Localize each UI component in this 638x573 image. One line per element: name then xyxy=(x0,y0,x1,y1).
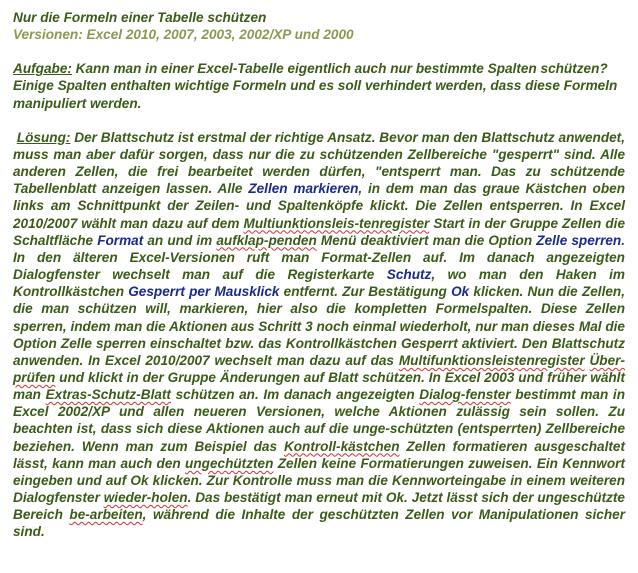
document xyxy=(13,9,625,541)
keyword-gesperrt: Gesperrt per Mausklick xyxy=(128,284,280,300)
keyword-schutz: Schutz xyxy=(386,267,432,283)
solution-paragraph xyxy=(13,129,625,541)
task-label: Aufgabe: xyxy=(13,61,72,77)
keyword-zellen-markieren: Zellen markieren xyxy=(248,181,359,197)
misspelled-word: Kontroll-kästchen xyxy=(283,438,400,454)
task-text: Kann man in einer Excel-Tabelle eigentlich auch nur bestimmte Spalten schützen? Einige Spalten enthalten wichtige Formeln und es soll verhindert werden, dass diese Formeln manipuliert werden. xyxy=(13,61,618,111)
keyword-ok: Ok xyxy=(451,284,470,300)
solution-text: schützen an. Im danach angezeigten xyxy=(170,387,420,403)
solution-text: Start in der Gruppe Zellen die Schaltfläche xyxy=(13,215,626,248)
solution-label: Lösung: xyxy=(16,129,71,145)
misspelled-word: Multifunktionsleistenregister xyxy=(398,352,585,368)
misspelled-word: Über-prüfen xyxy=(13,352,625,385)
versions-line: Versionen: Excel 2010, 2007, 2003, 2002/XP und 2000 xyxy=(13,27,354,43)
solution-text: bestimmt man in Excel 2002/XP und allen neueren Versionen, welche Aktionen zulässig sein sollen. Zu beachten ist, dass sich diese Aktionen auch auf die unge-schützten (entsperrten) Zellbereiche beziehen. Wenn man zum Beispiel das xyxy=(13,387,625,454)
misspelled-word: Multiunktionsleis-tenregister xyxy=(243,215,430,231)
misspelled-word: wieder-holen xyxy=(103,490,188,506)
solution-text: entfernt. Zur Bestätigung xyxy=(279,284,452,300)
solution-text: . In den älteren Excel-Versionen ruft man Format-Zellen auf. Im danach angezeigten Dialogfenster wechselt man auf die Registerkarte xyxy=(13,232,626,283)
keyword-format: Format xyxy=(97,232,144,248)
solution-text: , während die Inhalte der geschützten Zellen vor Manipulationen sicher sind. xyxy=(13,507,625,540)
misspelled-word: Dialog-fenster xyxy=(419,387,511,403)
task-paragraph xyxy=(13,60,625,111)
misspelled-word: aufklap-penden xyxy=(216,232,317,248)
solution-text: , in dem man das graue Kästchen oben links am Schnittpunkt der Zeilen- und Spaltenköpfe klickt. Die Zellen entsperren. In Excel 2010/2007 wählt man dazu auf dem xyxy=(13,181,625,231)
keyword-zelle-sperren: Zelle sperren xyxy=(536,232,622,248)
solution-text: an und im xyxy=(143,232,217,248)
solution-text: Menü deaktiviert man die Option xyxy=(316,232,537,248)
solution-text: Zellen keine Formatierungen zuweisen. Ein Kennwort eingeben und auf Ok klicken. Zur Kontrolle muss man die Kennworteingabe in einem weiteren Dialogfenster xyxy=(13,455,626,506)
solution-text: Zellen formatieren ausgeschaltet lässt, kann man auch den xyxy=(13,438,625,471)
misspelled-word: ungechützten xyxy=(185,455,274,471)
solution-text: . Das bestätigt man erneut mit Ok. Jetzt lässt sich der ungeschützte Bereich xyxy=(13,490,625,523)
document-title: Nur die Formeln einer Tabelle schützen xyxy=(13,10,267,25)
solution-text: , wo man den Haken im Kontrollkästchen xyxy=(13,267,625,300)
solution-text: und klickt in der Gruppe Änderungen auf Blatt schützen. In Excel 2003 und früher wählt man xyxy=(13,369,625,403)
misspelled-word: Extras-Schutz-Blatt xyxy=(45,387,171,403)
solution-text: klicken. Nun die Zellen, die man schützen will, markieren, hier also die kompletten Formelspalten. Diese Zellen sperren, indem man die Aktionen aus Schritt 3 noch einmal wiederholt, nur man dieses Mal die Option Zelle sperren einschaltet bzw. das Kontrollkästchen Gesperrt aktiviert. Den Blattschutz anwenden. In Excel 2010/2007 wechselt man dazu auf das xyxy=(13,284,626,368)
misspelled-word: be-arbeiten xyxy=(69,507,143,523)
solution-text: Der Blattschutz ist erstmal der richtige Ansatz. Bevor man den Blattschutz anwendet, muss man aber dafür sorgen, dass nur die zu schützenden Zellbereiche "gesperrt" sind. Alle anderen Zellen, die frei bearbeitet werden dürfen, "entsperrt man. Das zu schützende Tabellenblatt anzeigen lassen. Alle xyxy=(13,129,625,197)
